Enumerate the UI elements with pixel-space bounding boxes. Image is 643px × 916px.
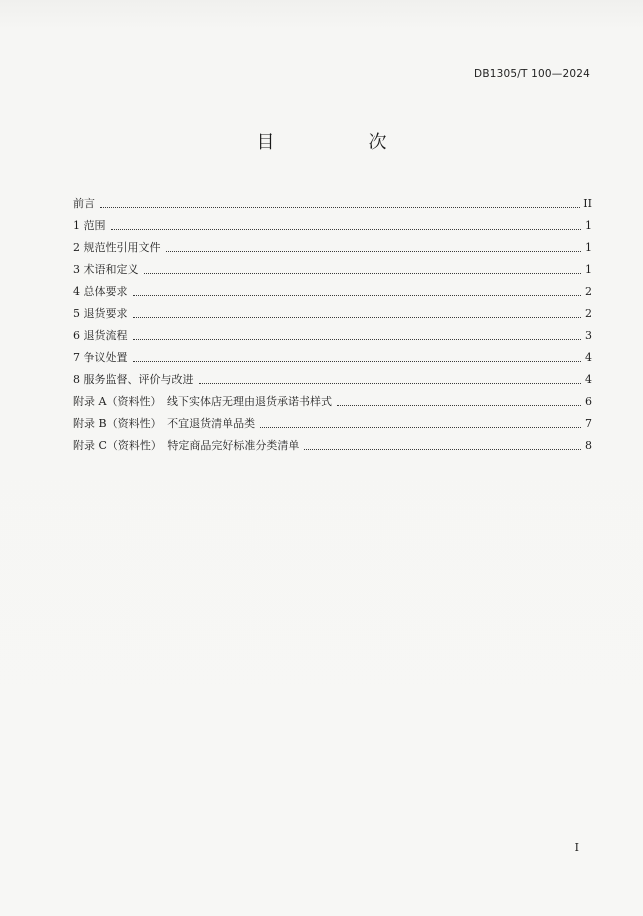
toc-leader-dots [144, 272, 582, 274]
toc-item-label: 6 退货流程 [73, 329, 128, 342]
toc-title: 目 次 [256, 132, 425, 153]
toc-leader-dots [166, 250, 582, 252]
toc-item-foreword[interactable] [73, 189, 592, 211]
toc-item-page: 4 [585, 373, 592, 386]
toc-leader-dots [260, 426, 581, 428]
toc-item-appendix-a[interactable] [73, 387, 592, 409]
toc-item-page: 7 [585, 417, 592, 430]
toc-item-return-requirements[interactable] [73, 299, 592, 321]
toc-item-page: 3 [585, 329, 592, 342]
toc-leader-dots [133, 316, 582, 318]
toc-item-page: 6 [585, 395, 592, 408]
toc-item-return-process[interactable] [73, 321, 592, 343]
document-code: DB1305/T 100—2024 [474, 68, 590, 80]
toc-item-supervision-evaluation[interactable] [73, 365, 592, 387]
toc-item-label: 附录 A（资料性） 线下实体店无理由退货承诺书样式 [73, 395, 332, 408]
toc-leader-dots [199, 382, 582, 384]
toc-item-page: 1 [585, 241, 592, 254]
toc-item-label: 5 退货要求 [73, 307, 128, 320]
toc-leader-dots [337, 404, 581, 406]
toc-item-page: 4 [585, 351, 592, 364]
toc-leader-dots [304, 448, 581, 450]
page-number: I [574, 841, 579, 854]
toc-item-label: 附录 C（资料性） 特定商品完好标准分类清单 [73, 439, 300, 452]
toc-leader-dots [133, 294, 582, 296]
toc-item-label: 附录 B（资料性） 不宜退货清单品类 [73, 417, 256, 430]
toc-item-label: 前言 [73, 197, 95, 210]
toc-item-page: 2 [585, 285, 592, 298]
toc-item-page: II [583, 197, 592, 210]
toc-leader-dots [133, 360, 582, 362]
toc-item-terms-definitions[interactable] [73, 255, 592, 277]
toc-item-label: 3 术语和定义 [73, 263, 139, 276]
toc-item-label: 1 范围 [73, 219, 106, 232]
toc-leader-dots [133, 338, 582, 340]
toc-item-label: 8 服务监督、评价与改进 [73, 373, 194, 386]
toc-item-appendix-c[interactable] [73, 431, 592, 453]
toc-leader-dots [100, 206, 580, 208]
toc-item-page: 2 [585, 307, 592, 320]
toc-item-dispute-handling[interactable] [73, 343, 592, 365]
toc-item-label: 7 争议处置 [73, 351, 128, 364]
toc-item-label: 2 规范性引用文件 [73, 241, 161, 254]
toc-item-page: 1 [585, 263, 592, 276]
toc-item-general-requirements[interactable] [73, 277, 592, 299]
toc-item-page: 1 [585, 219, 592, 232]
toc-item-page: 8 [585, 439, 592, 452]
toc-item-scope[interactable] [73, 211, 592, 233]
toc-item-label: 4 总体要求 [73, 285, 128, 298]
toc-leader-dots [111, 228, 582, 230]
toc-item-appendix-b[interactable] [73, 409, 592, 431]
toc-item-normative-references[interactable] [73, 233, 592, 255]
toc-list [73, 189, 592, 453]
